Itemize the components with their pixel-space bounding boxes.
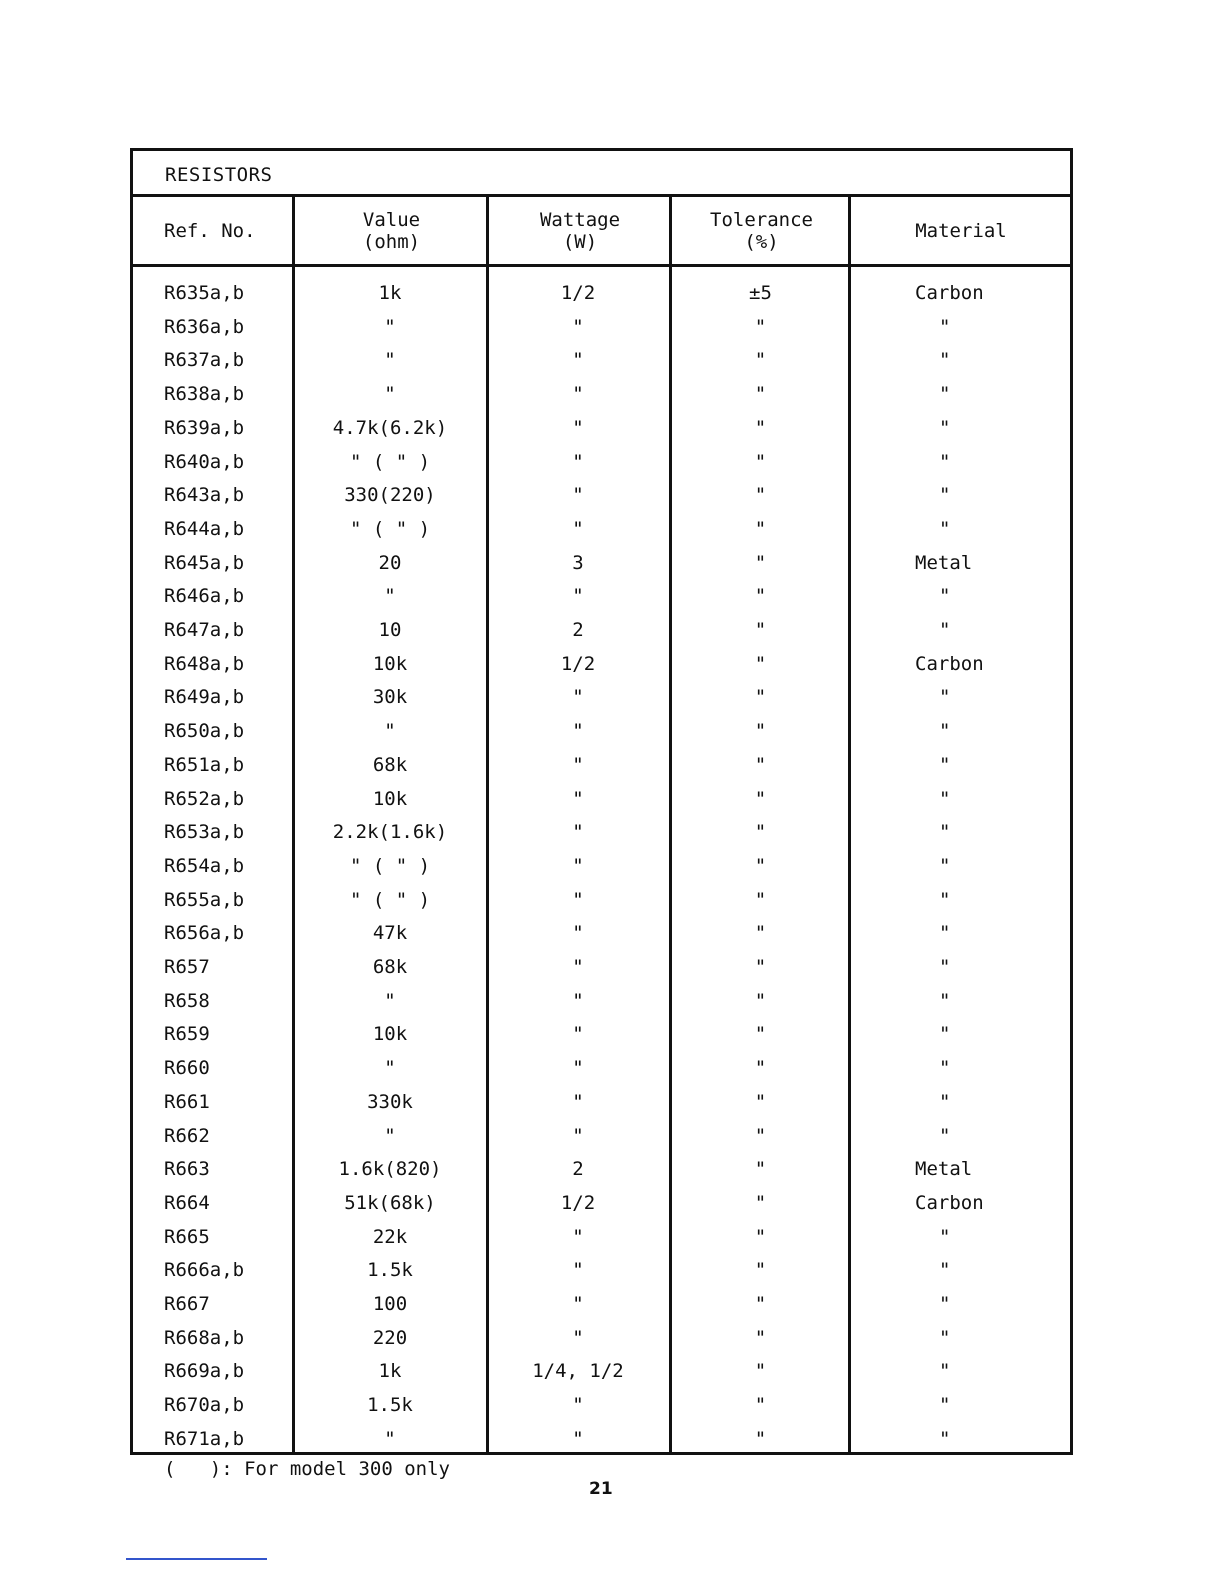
cell-value: 330(220) (344, 484, 436, 507)
cell-ref: R656a,b (164, 922, 245, 945)
cell-ref: R649a,b (164, 686, 245, 709)
table-row (133, 1017, 1070, 1051)
cell-value: 1.6k(820) (338, 1158, 442, 1181)
cell-tolerance: " (754, 720, 767, 743)
table-row (133, 950, 1070, 984)
cell-value: 10k (372, 787, 408, 810)
cell-value: 51k(68k) (344, 1191, 436, 1214)
cell-material: " (939, 416, 951, 439)
cell-ref: R661 (164, 1090, 210, 1113)
cell-tolerance: " (754, 1225, 767, 1248)
cell-wattage: " (572, 1394, 584, 1417)
header-value-line2: (ohm) (362, 230, 421, 253)
cell-wattage: " (572, 450, 584, 473)
cell-value: 68k (372, 753, 408, 776)
cell-wattage: " (572, 349, 584, 372)
cell-value: " (384, 349, 396, 372)
table-row (133, 1051, 1070, 1085)
cell-wattage: 1/2 (560, 1191, 596, 1214)
cell-material: " (939, 349, 951, 372)
cell-value: 10k (372, 1023, 408, 1046)
cell-tolerance: " (754, 854, 767, 877)
cell-ref: R670a,b (164, 1394, 245, 1417)
table-row (133, 613, 1070, 647)
cell-ref: R644a,b (164, 517, 245, 540)
cell-value: 1k (378, 1360, 402, 1383)
table-row (133, 883, 1070, 917)
cell-ref: R660 (164, 1057, 210, 1080)
cell-material: " (939, 956, 951, 978)
cell-material: " (939, 1057, 951, 1080)
cell-wattage: " (572, 1057, 584, 1080)
cell-ref: R662 (164, 1124, 210, 1147)
cell-value: 100 (372, 1293, 408, 1315)
header-wattage-line1: Wattage (539, 208, 621, 231)
cell-material: Carbon (915, 652, 984, 675)
table-row (133, 1388, 1070, 1422)
cell-wattage: " (572, 585, 584, 608)
cell-tolerance: " (754, 753, 767, 776)
cell-value: " (384, 1057, 396, 1080)
cell-wattage: " (572, 1326, 584, 1349)
cell-value: " (384, 383, 396, 406)
page-number: 21 (589, 1479, 613, 1499)
cell-material: " (939, 585, 951, 608)
cell-ref: R651a,b (164, 753, 245, 776)
cell-wattage: " (572, 989, 584, 1012)
cell-ref: R643a,b (164, 484, 245, 507)
cell-tolerance: " (754, 383, 767, 406)
cell-material: " (939, 1427, 951, 1450)
cell-value: 22k (372, 1225, 408, 1248)
cell-ref: R639a,b (164, 416, 245, 439)
cell-ref: R654a,b (164, 854, 245, 877)
table-row (133, 647, 1070, 681)
cell-tolerance: " (754, 787, 767, 810)
cell-value: 330k (367, 1090, 413, 1113)
cell-tolerance: " (754, 1090, 767, 1113)
cell-tolerance: " (754, 821, 767, 844)
cell-wattage: " (572, 956, 584, 978)
cell-ref: R647a,b (164, 619, 245, 641)
header-tolerance-line2: (%) (744, 230, 779, 253)
cell-wattage: " (572, 922, 584, 945)
cell-ref: R667 (164, 1293, 210, 1315)
cell-material: " (939, 1326, 951, 1349)
cell-tolerance: " (754, 585, 767, 608)
cell-tolerance: " (754, 619, 767, 641)
table-title-row (133, 151, 1070, 197)
cell-value: " (384, 1427, 396, 1450)
table-row (133, 1354, 1070, 1388)
cell-ref: R665 (164, 1225, 210, 1248)
cell-wattage: " (572, 517, 584, 540)
cell-tolerance: " (754, 1394, 767, 1417)
header-tolerance-line1: Tolerance (710, 208, 813, 231)
cell-ref: R664 (164, 1191, 210, 1214)
cell-value: 10k (372, 652, 408, 675)
cell-ref: R650a,b (164, 720, 245, 743)
cell-ref: R648a,b (164, 652, 245, 675)
cell-value: 10 (378, 619, 402, 641)
cell-value: " (384, 1124, 396, 1147)
cell-material: Carbon (915, 282, 984, 304)
cell-value: " (384, 989, 396, 1012)
cell-material: " (939, 888, 951, 911)
cell-wattage: " (572, 1124, 584, 1147)
cell-wattage: " (572, 753, 584, 776)
table-row (133, 815, 1070, 849)
cell-value: " (384, 315, 396, 338)
cell-tolerance: " (754, 1326, 767, 1349)
cell-ref: R653a,b (164, 821, 245, 844)
cell-wattage: " (572, 484, 584, 507)
cell-wattage: 3 (572, 551, 584, 574)
cell-ref: R638a,b (164, 383, 245, 406)
cell-ref: R636a,b (164, 315, 245, 338)
cell-material: " (939, 753, 951, 776)
cell-tolerance: " (754, 1360, 767, 1383)
cell-wattage: " (572, 854, 584, 877)
cell-ref: R637a,b (164, 349, 245, 372)
cell-value: " ( " ) (349, 854, 431, 877)
cell-material: " (939, 989, 951, 1012)
cell-material: " (939, 1259, 951, 1282)
cell-tolerance: " (754, 517, 767, 540)
cell-wattage: " (572, 383, 584, 406)
cell-value: " ( " ) (349, 888, 431, 911)
cell-value: 2.2k(1.6k) (332, 821, 448, 844)
cell-value: 1k (378, 282, 402, 304)
cell-material: Metal (915, 551, 973, 574)
cell-ref: R635a,b (164, 282, 245, 304)
cell-wattage: " (572, 787, 584, 810)
cell-tolerance: " (754, 416, 767, 439)
cell-tolerance: " (754, 484, 767, 507)
cell-material: " (939, 821, 951, 844)
table-row (133, 478, 1070, 512)
cell-material: " (939, 720, 951, 743)
cell-ref: R666a,b (164, 1259, 245, 1282)
table-row (133, 276, 1070, 310)
table-row (133, 310, 1070, 344)
cell-value: 68k (372, 956, 408, 978)
table-row (133, 1422, 1070, 1456)
header-ref (164, 197, 294, 264)
cell-material: " (939, 1360, 951, 1383)
cell-wattage: " (572, 1259, 584, 1282)
header-ref-label: Ref. No. (164, 219, 256, 242)
cell-wattage: " (572, 416, 584, 439)
cell-wattage: 1/2 (560, 652, 596, 675)
table-row (133, 849, 1070, 883)
cell-value: 20 (378, 551, 402, 574)
footnote: ( ): For model 300 only (164, 1458, 450, 1480)
table-row (133, 782, 1070, 816)
cell-material: Metal (915, 1158, 973, 1181)
cell-value: 47k (372, 922, 408, 945)
cell-material: " (939, 383, 951, 406)
cell-value: " ( " ) (349, 450, 431, 473)
cell-tolerance: " (754, 888, 767, 911)
cell-material: " (939, 854, 951, 877)
cell-wattage: " (572, 686, 584, 709)
cell-material: " (939, 922, 951, 945)
cell-tolerance: " (754, 349, 767, 372)
cell-tolerance: " (754, 1023, 767, 1046)
cell-tolerance: " (754, 1158, 767, 1181)
cell-tolerance: " (754, 1259, 767, 1282)
table-title: RESISTORS (165, 164, 273, 186)
table-row (133, 1321, 1070, 1355)
cell-ref: R663 (164, 1158, 210, 1181)
table-row (133, 411, 1070, 445)
table-row (133, 1186, 1070, 1220)
cell-value: " ( " ) (349, 517, 431, 540)
header-material (852, 197, 1070, 264)
cell-wattage: 2 (572, 1158, 584, 1181)
cell-ref: R668a,b (164, 1326, 245, 1349)
cell-material: " (939, 1293, 951, 1315)
cell-wattage: " (572, 315, 584, 338)
cell-ref: R652a,b (164, 787, 245, 810)
cell-wattage: " (572, 1427, 584, 1450)
cell-ref: R640a,b (164, 450, 245, 473)
cell-value: 1.5k (367, 1259, 413, 1282)
cell-tolerance: " (754, 315, 767, 338)
table-row (133, 916, 1070, 950)
cell-tolerance: " (754, 686, 767, 709)
header-material-label: Material (915, 219, 1007, 242)
cell-material: " (939, 1394, 951, 1417)
header-tolerance (673, 197, 850, 264)
cell-ref: R645a,b (164, 551, 245, 574)
cell-material: " (939, 686, 951, 709)
table-row (133, 512, 1070, 546)
table-row (133, 579, 1070, 613)
cell-wattage: " (572, 720, 584, 743)
cell-wattage: " (572, 1090, 584, 1113)
cell-tolerance: " (754, 1293, 767, 1315)
cell-wattage: 1/4, 1/2 (532, 1360, 624, 1383)
table-row (133, 714, 1070, 748)
cell-ref: R646a,b (164, 585, 245, 608)
cell-value: " (384, 585, 396, 608)
cell-value: 220 (372, 1326, 408, 1349)
table-row (133, 748, 1070, 782)
table-row (133, 1220, 1070, 1254)
resistor-table (130, 148, 1073, 1455)
table-row (133, 1253, 1070, 1287)
cell-value: 1.5k (367, 1394, 413, 1417)
table-row (133, 1287, 1070, 1321)
cell-material: " (939, 1225, 951, 1248)
table-row (133, 1119, 1070, 1153)
header-value (295, 197, 488, 264)
cell-ref: R657 (164, 956, 210, 978)
cell-ref: R659 (164, 1023, 210, 1046)
cell-tolerance: " (754, 989, 767, 1012)
cell-material: Carbon (915, 1191, 984, 1214)
cell-material: " (939, 517, 951, 540)
header-wattage (490, 197, 670, 264)
table-row (133, 1085, 1070, 1119)
cell-tolerance: ±5 (749, 282, 772, 304)
table-row (133, 1152, 1070, 1186)
cell-wattage: " (572, 1293, 584, 1315)
cell-ref: R655a,b (164, 888, 245, 911)
cell-value: 4.7k(6.2k) (332, 416, 448, 439)
cell-material: " (939, 787, 951, 810)
cell-wattage: 2 (572, 619, 584, 641)
cell-tolerance: " (754, 1124, 767, 1147)
cell-wattage: " (572, 1225, 584, 1248)
cell-tolerance: " (754, 956, 767, 978)
cell-tolerance: " (754, 450, 767, 473)
cell-material: " (939, 1124, 951, 1147)
cell-tolerance: " (754, 922, 767, 945)
cell-wattage: " (572, 888, 584, 911)
cell-value: 30k (372, 686, 408, 709)
header-value-line1: Value (362, 208, 421, 231)
cell-material: " (939, 450, 951, 473)
cell-material: " (939, 484, 951, 507)
cell-wattage: " (572, 821, 584, 844)
table-row (133, 377, 1070, 411)
bottom-rule (126, 1558, 267, 1560)
cell-ref: R669a,b (164, 1360, 245, 1383)
cell-tolerance: " (754, 1191, 767, 1214)
cell-tolerance: " (754, 551, 767, 574)
cell-value: " (384, 720, 396, 743)
table-row (133, 984, 1070, 1018)
cell-material: " (939, 315, 951, 338)
cell-material: " (939, 1090, 951, 1113)
cell-wattage: 1/2 (560, 282, 596, 304)
cell-ref: R671a,b (164, 1427, 245, 1450)
header-wattage-line2: (W) (562, 230, 598, 253)
cell-material: " (939, 619, 951, 641)
table-row (133, 445, 1070, 479)
cell-material: " (939, 1023, 951, 1046)
cell-ref: R658 (164, 989, 210, 1012)
cell-wattage: " (572, 1023, 584, 1046)
table-row (133, 680, 1070, 714)
table-row (133, 546, 1070, 580)
table-header-row (133, 197, 1070, 267)
cell-tolerance: " (754, 1057, 767, 1080)
table-row (133, 343, 1070, 377)
cell-tolerance: " (754, 652, 767, 675)
cell-tolerance: " (754, 1427, 767, 1450)
